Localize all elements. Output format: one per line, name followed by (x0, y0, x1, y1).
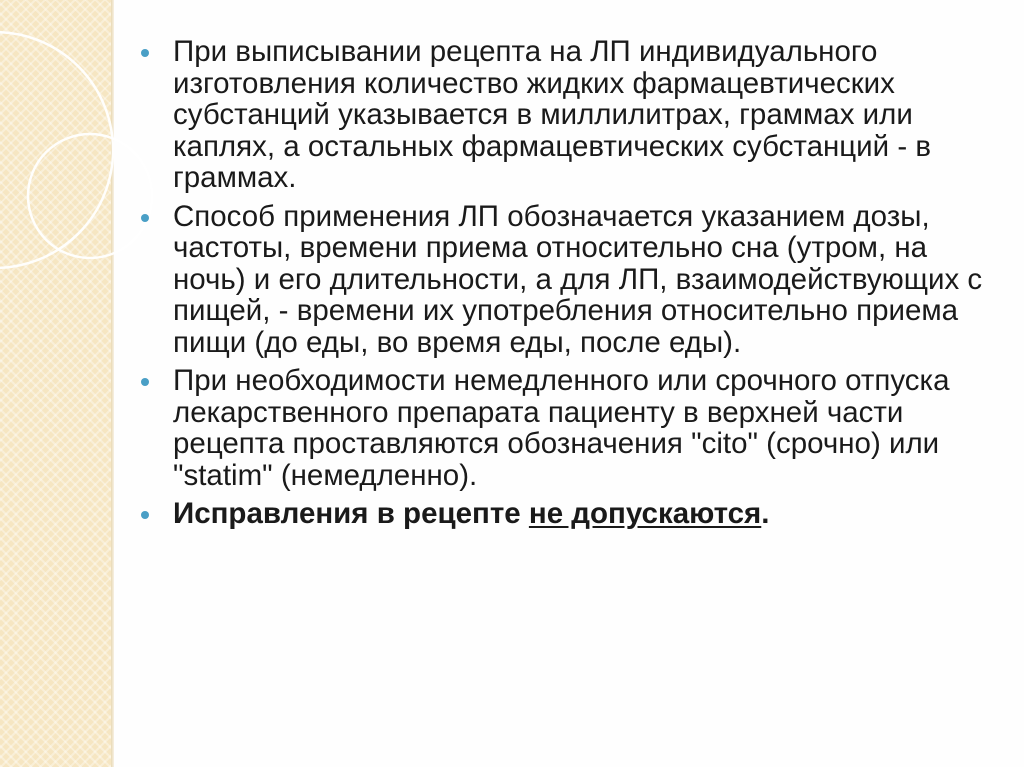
bullet-list (140, 36, 990, 530)
bullet-item (140, 498, 990, 530)
bullet-text: При выписывании рецепта на ЛП индивидуального изготовления количество жидких фармацевтических субстанций указывается в миллилитрах, граммах или каплях, а остальных фармацевтических субстанций - в граммах. (173, 35, 932, 194)
bullet-item (140, 365, 990, 491)
bullet-item (140, 36, 990, 194)
bullet-icon (141, 214, 149, 222)
bullet-icon (141, 378, 149, 386)
bullet-text-suffix: . (761, 497, 770, 530)
bullet-text-emphasis: не допускаются (528, 497, 762, 530)
bullet-text: При необходимости немедленного или срочного отпуска лекарственного препарата пациенту в верхней части рецепта проставляются обозначения "cito" (срочно) или "statim" (немедленно). (173, 364, 950, 492)
bullet-icon (141, 49, 149, 57)
slide-body (140, 36, 990, 537)
bullet-icon (141, 511, 149, 519)
bullet-text-prefix: Исправления в рецепте (173, 497, 529, 530)
bullet-item (140, 201, 990, 359)
bullet-text: Способ применения ЛП обозначается указанием дозы, частоты, времени приема относительно сна (утром, на ночь) и его длительности, а для ЛП, взаимодействующих с пищей, - времени их употребления относительно приема пищи (до еды, во время еды, после еды). (173, 199, 983, 359)
side-band-edge (111, 0, 114, 767)
decorative-side-band (0, 0, 111, 767)
